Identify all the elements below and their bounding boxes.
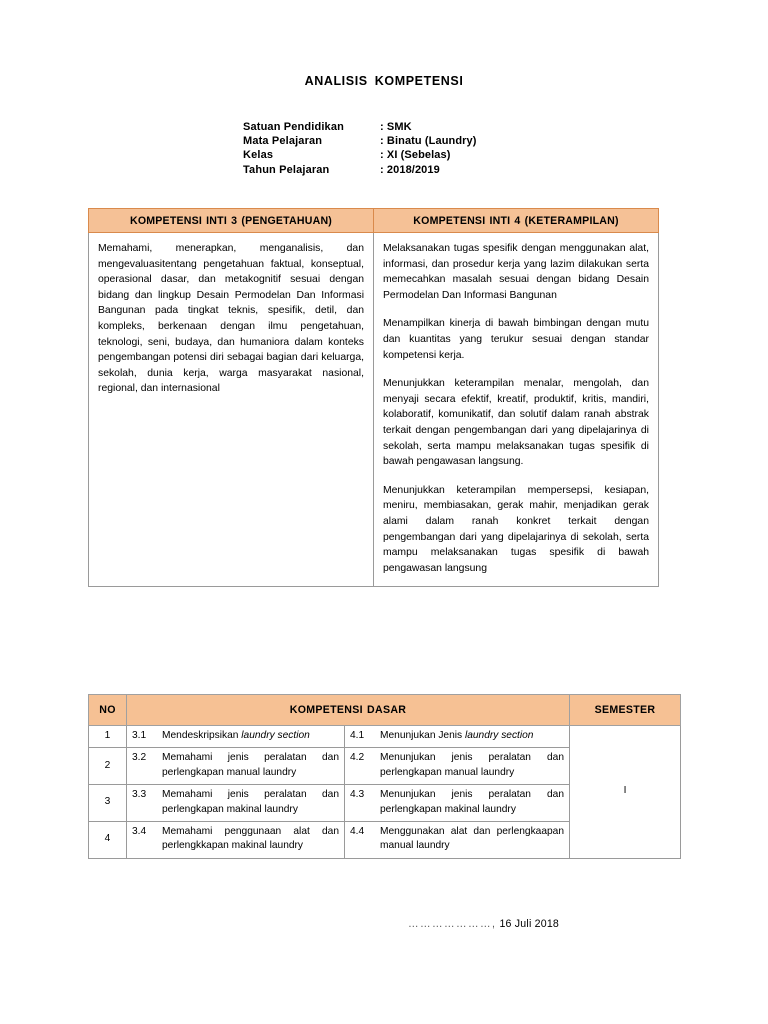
kd-cell — [345, 748, 570, 785]
kd-cell — [127, 822, 345, 859]
identity-row-satuan-pendidikan — [243, 120, 477, 134]
cell-semester-value: I — [570, 726, 681, 859]
kd3-code: 3.2 — [132, 752, 147, 764]
kd-cell — [127, 726, 345, 748]
kd-text-plain: Mendeskripsikan — [162, 730, 242, 741]
kompetensi-dasar-table — [88, 694, 681, 859]
identity-label: Mata Pelajaran — [243, 135, 323, 148]
ki4-paragraph: Menampilkan kinerja di bawah bimbingan dengan mutu dan kuantitas yang terukur sesuai dengan standar kompetensi kerja. — [383, 318, 649, 361]
cell-ki4-content — [374, 233, 659, 587]
ki3-paragraph: Memahami, menerapkan, menganalisis, dan mengevaluasitentang pengetahuan faktual, konseptual, operasional dasar, dan metakognitif sesuai dengan bidang dan lingkup Desain Permodelan Dan Informasi Bangunan pada tingkat teknis, spesifik, detil, dan kompleks, berkenaan dengan ilmu pengetahuan, teknologi, seni, budaya, dan humaniora dalam konteks pengembangan potensi diri sebagai bagian dari keluarga, sekolah, dunia kerja, warga masyarakat nasional, regional, dan internasional — [98, 243, 364, 395]
header-kompetensi-inti-3: KOMPETENSI INTI 3 (PENGETAHUAN) — [89, 209, 374, 233]
kd-cell — [345, 785, 570, 822]
table-row — [89, 726, 681, 748]
table-header-row — [89, 209, 659, 233]
page-title: ANALISIS KOMPETENSI — [304, 74, 464, 88]
identity-value: : Binatu (Laundry) — [380, 135, 477, 148]
kd3-text — [162, 788, 339, 817]
identity-row-kelas — [243, 148, 477, 162]
kd4-code: 4.3 — [350, 789, 365, 801]
identity-label: Satuan Pendidikan — [243, 121, 344, 133]
kd3-text — [162, 751, 339, 780]
identity-row-mata-pelajaran — [243, 134, 477, 148]
ki4-paragraph: Menunjukkan keterampilan menalar, mengolah, dan menyaji secara efektif, kreatif, produktif, kritis, mandiri, kolaboratif, komunikatif, dan solutif dalam ranah abstrak terkait dengan pengembangan dari yang dipelajarinya di sekolah, serta mampu melaksanakan tugas spesifik di bawah pengawasan langsung. — [383, 378, 649, 468]
kd4-text — [380, 751, 564, 780]
kd-text-plain: Memahami jenis peralatan dan perlengkapan manual laundry — [162, 752, 339, 778]
table-header-row — [89, 695, 681, 726]
kd-text-italic: laundry section — [241, 730, 310, 741]
table-row — [89, 233, 659, 587]
kd3-code: 3.3 — [132, 789, 147, 801]
kd3-text — [162, 825, 339, 854]
kd3-code: 3.1 — [132, 730, 147, 741]
header-kompetensi-inti-4: KOMPETENSI INTI 4 (KETERAMPILAN) — [374, 209, 659, 233]
footer-date: 16 Juli 2018 — [499, 918, 560, 930]
cell-row-number: 4 — [89, 822, 127, 859]
identity-row-tahun-pelajaran — [243, 163, 477, 177]
kd4-code: 4.4 — [350, 826, 365, 838]
kd-cell — [345, 822, 570, 859]
header-semester: SEMESTER — [570, 695, 681, 726]
header-no: NO — [89, 695, 127, 726]
kd4-text — [380, 825, 564, 854]
kd4-text — [380, 788, 564, 817]
kd-cell — [345, 726, 570, 748]
kompetensi-inti-table — [88, 208, 659, 587]
identity-value: : XI (Sebelas) — [380, 149, 451, 162]
kd-cell — [127, 748, 345, 785]
kd-text-plain: Menunjukan Jenis — [380, 730, 465, 741]
ki4-paragraph: Melaksanakan tugas spesifik dengan menggunakan alat, informasi, dan prosedur kerja yang lazim dilakukan serta memecahkan masalah sesuai dengan bidang Desain Permodelan Dan Informasi Bangunan — [383, 243, 649, 301]
identity-value: : SMK — [380, 121, 412, 133]
cell-ki3-content — [89, 233, 374, 587]
identity-block — [243, 120, 477, 177]
kd4-text — [380, 729, 564, 743]
cell-row-number: 3 — [89, 785, 127, 822]
cell-row-number: 2 — [89, 748, 127, 785]
kd4-code: 4.1 — [350, 730, 365, 741]
kd-text-plain: Menunjukan jenis peralatan dan perlengkapan makinal laundry — [380, 789, 564, 815]
kd3-text — [162, 729, 339, 743]
kd-text-plain: Menunjukan jenis peralatan dan perlengkapan manual laundry — [380, 752, 564, 778]
cell-row-number: 1 — [89, 726, 127, 748]
identity-value: : 2018/2019 — [380, 163, 440, 176]
kd4-code: 4.2 — [350, 752, 365, 764]
header-kompetensi-dasar: KOMPETENSI DASAR — [127, 695, 570, 726]
kd-text-plain: Menggunakan alat dan perlengkaapan manual laundry — [380, 826, 564, 852]
footer-place-dots: …………………, — [408, 918, 497, 930]
identity-label: Kelas — [243, 149, 274, 162]
ki4-paragraph: Menunjukkan keterampilan mempersepsi, kesiapan, meniru, membiasakan, gerak mahir, menjadikan gerak alami dalam ranah konkret terkait dengan pengembangan dari yang dipelajarinya di sekolah, serta mampu melaksanakan tugas spesifik di bawah pengawasan langsung — [383, 484, 649, 574]
kd3-code: 3.4 — [132, 826, 147, 838]
identity-label: Tahun Pelajaran — [243, 163, 330, 176]
kd-cell — [127, 785, 345, 822]
kd-text-italic: laundry section — [464, 730, 534, 741]
kd-text-plain: Memahami penggunaan alat dan perlengkkapan makinal laundry — [162, 826, 339, 852]
kd-text-plain: Memahami jenis peralatan dan perlengkapan makinal laundry — [162, 789, 339, 815]
footer-date-line — [408, 918, 559, 930]
